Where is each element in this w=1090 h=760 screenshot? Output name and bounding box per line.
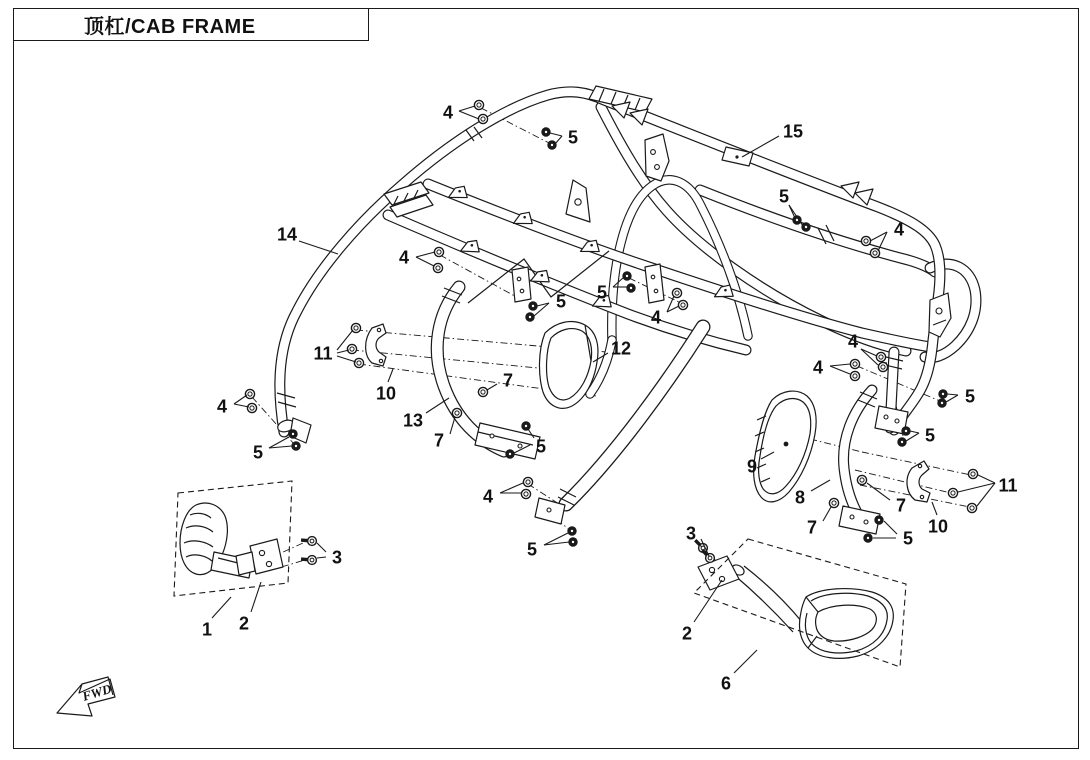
- callout-5: 5: [924, 425, 936, 446]
- callout-5: 5: [526, 539, 538, 560]
- callout-2: 2: [238, 613, 250, 634]
- callout-4: 4: [650, 307, 662, 328]
- callout-7: 7: [433, 430, 445, 451]
- callout-13: 13: [402, 410, 424, 431]
- page-title: 顶杠/CAB FRAME: [84, 16, 256, 38]
- callout-4: 4: [398, 247, 410, 268]
- callout-5: 5: [555, 291, 567, 312]
- page-border: [13, 8, 1079, 749]
- callout-5: 5: [902, 528, 914, 549]
- callout-4: 4: [442, 102, 454, 123]
- callout-9: 9: [746, 456, 758, 477]
- callout-11: 11: [313, 343, 333, 364]
- callout-1: 1: [201, 619, 213, 640]
- callout-5: 5: [252, 442, 264, 463]
- callout-2: 2: [681, 623, 693, 644]
- callout-7: 7: [502, 370, 514, 391]
- callout-4: 4: [482, 486, 494, 507]
- callout-7: 7: [895, 495, 907, 516]
- callout-4: 4: [216, 396, 228, 417]
- callout-15: 15: [782, 121, 804, 142]
- callout-3: 3: [685, 523, 697, 544]
- callout-10: 10: [375, 383, 397, 404]
- callout-3: 3: [331, 547, 343, 568]
- callout-10: 10: [927, 516, 949, 537]
- callout-6: 6: [720, 673, 732, 694]
- callout-5: 5: [596, 282, 608, 303]
- callout-4: 4: [847, 331, 859, 352]
- fwd-label: FWD: [80, 680, 114, 704]
- callout-4: 4: [812, 357, 824, 378]
- callout-5: 5: [535, 436, 547, 457]
- title-block: [13, 8, 369, 41]
- callout-8: 8: [794, 487, 806, 508]
- callout-4: 4: [893, 219, 905, 240]
- callout-11: 11: [998, 475, 1018, 496]
- callout-5: 5: [964, 386, 976, 407]
- callout-5: 5: [567, 127, 579, 148]
- callout-7: 7: [806, 517, 818, 538]
- callout-5: 5: [778, 186, 790, 207]
- callout-14: 14: [276, 224, 298, 245]
- callout-12: 12: [610, 338, 632, 359]
